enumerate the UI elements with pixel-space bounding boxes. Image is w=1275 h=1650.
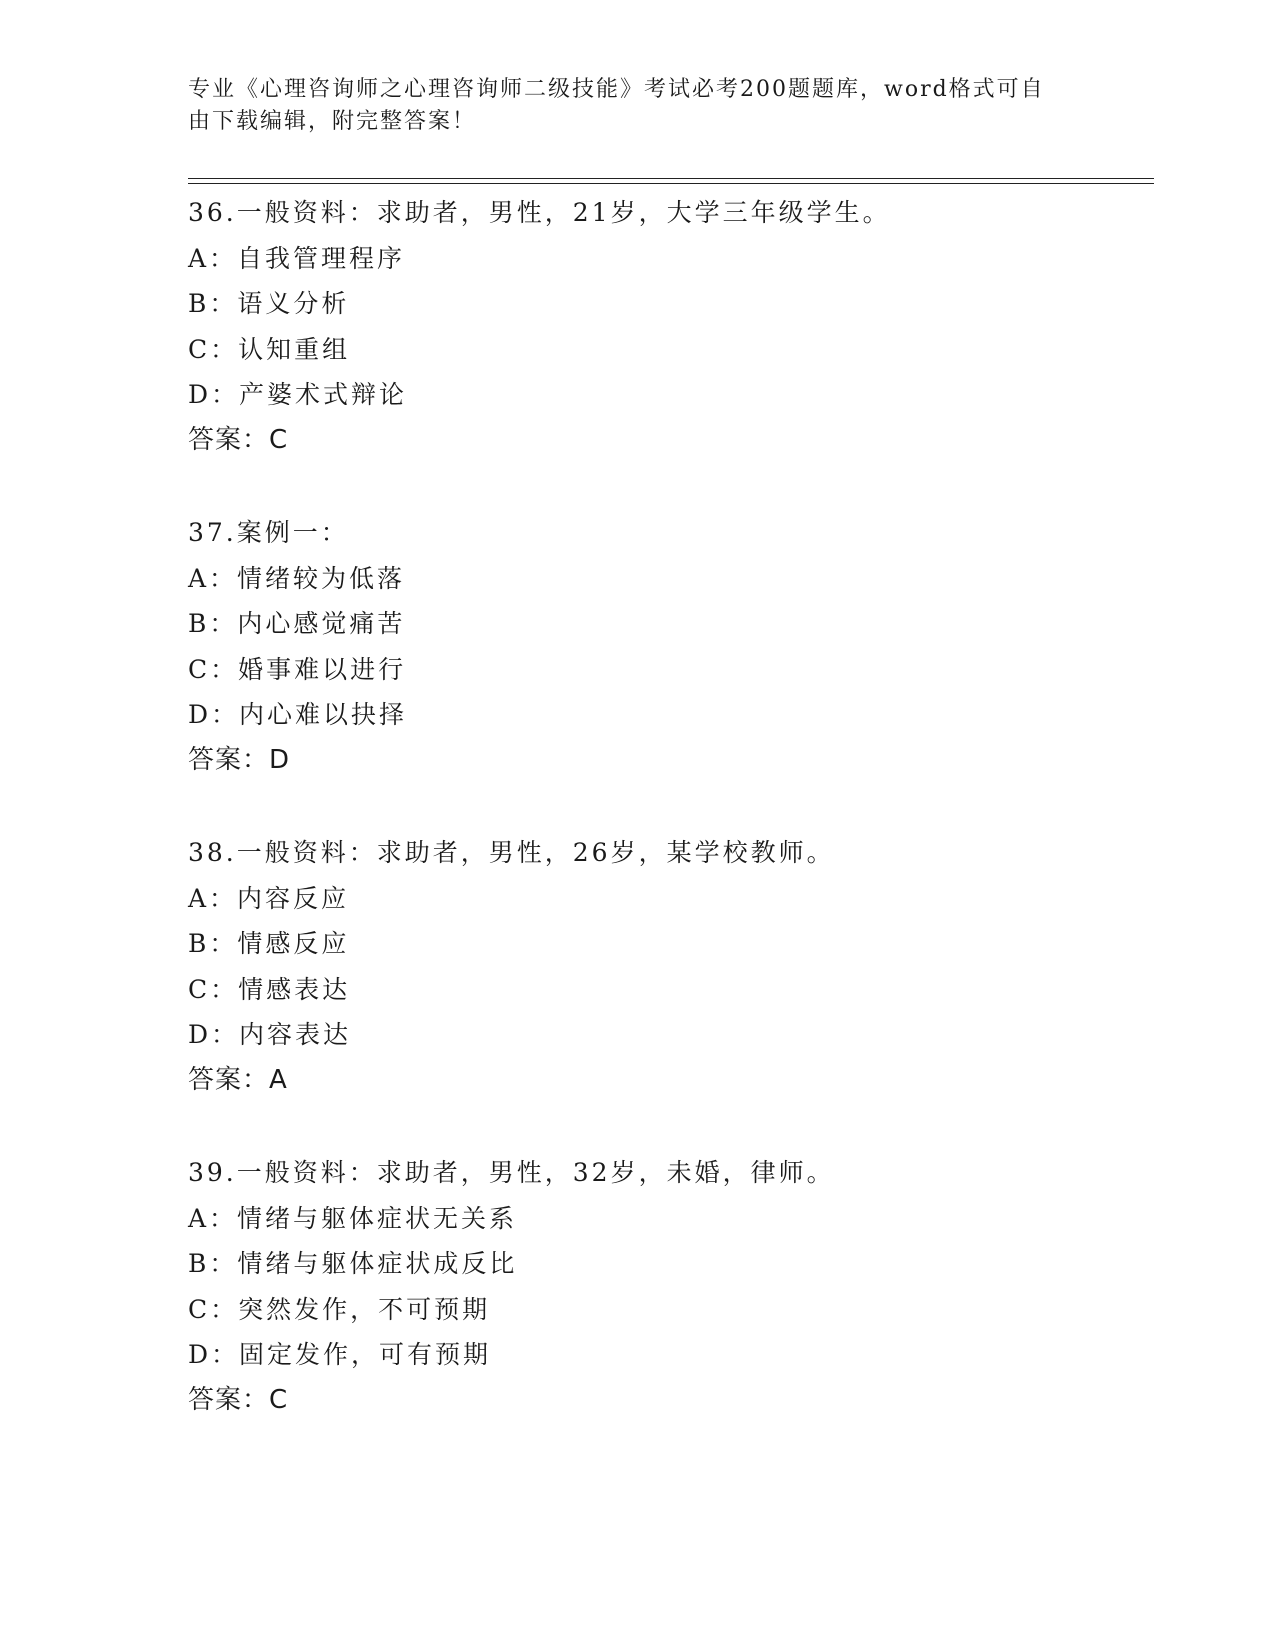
question-stem: 36.一般资料：求助者，男性，21岁，大学三年级学生。	[188, 198, 891, 227]
question-36	[188, 190, 1148, 510]
question-stem: 38.一般资料：求助者，男性，26岁，某学校教师。	[188, 838, 835, 867]
option-d: D：内心难以抉择	[188, 700, 408, 729]
option-b: B：情感反应	[188, 929, 350, 958]
option-c: C：情感表达	[188, 974, 351, 1004]
question-stem: 39.一般资料：求助者，男性，32岁，未婚，律师。	[188, 1158, 835, 1187]
option-c: C：认知重组	[188, 334, 351, 364]
option-b: B：内心感觉痛苦	[188, 609, 406, 638]
option-d: D：产婆术式辩论	[188, 380, 408, 409]
question-39	[188, 1150, 1148, 1470]
header-divider-top	[188, 178, 1154, 179]
header-divider-bottom	[188, 183, 1154, 184]
answer: 答案：A	[188, 1064, 288, 1095]
option-a: A：内容反应	[188, 883, 350, 913]
document-header: 专业《心理咨询师之心理咨询师二级技能》考试必考200题题库，word格式可自由下载编辑，附完整答案！	[188, 77, 1045, 134]
option-a: A：自我管理程序	[188, 243, 406, 273]
question-list	[188, 190, 1148, 1470]
option-b: B：语义分析	[188, 289, 350, 318]
option-d: D：固定发作，可有预期	[188, 1340, 492, 1369]
answer: 答案：C	[188, 424, 289, 455]
question-37	[188, 510, 1148, 830]
answer: 答案：C	[188, 1384, 289, 1415]
option-d: D：内容表达	[188, 1020, 352, 1049]
answer: 答案：D	[188, 744, 291, 775]
question-38	[188, 830, 1148, 1150]
option-a: A：情绪较为低落	[188, 563, 406, 593]
option-c: C：突然发作，不可预期	[188, 1294, 491, 1324]
option-b: B：情绪与躯体症状成反比	[188, 1249, 518, 1278]
question-stem: 37.案例一：	[188, 518, 349, 547]
option-c: C：婚事难以进行	[188, 654, 407, 684]
option-a: A：情绪与躯体症状无关系	[188, 1203, 518, 1233]
